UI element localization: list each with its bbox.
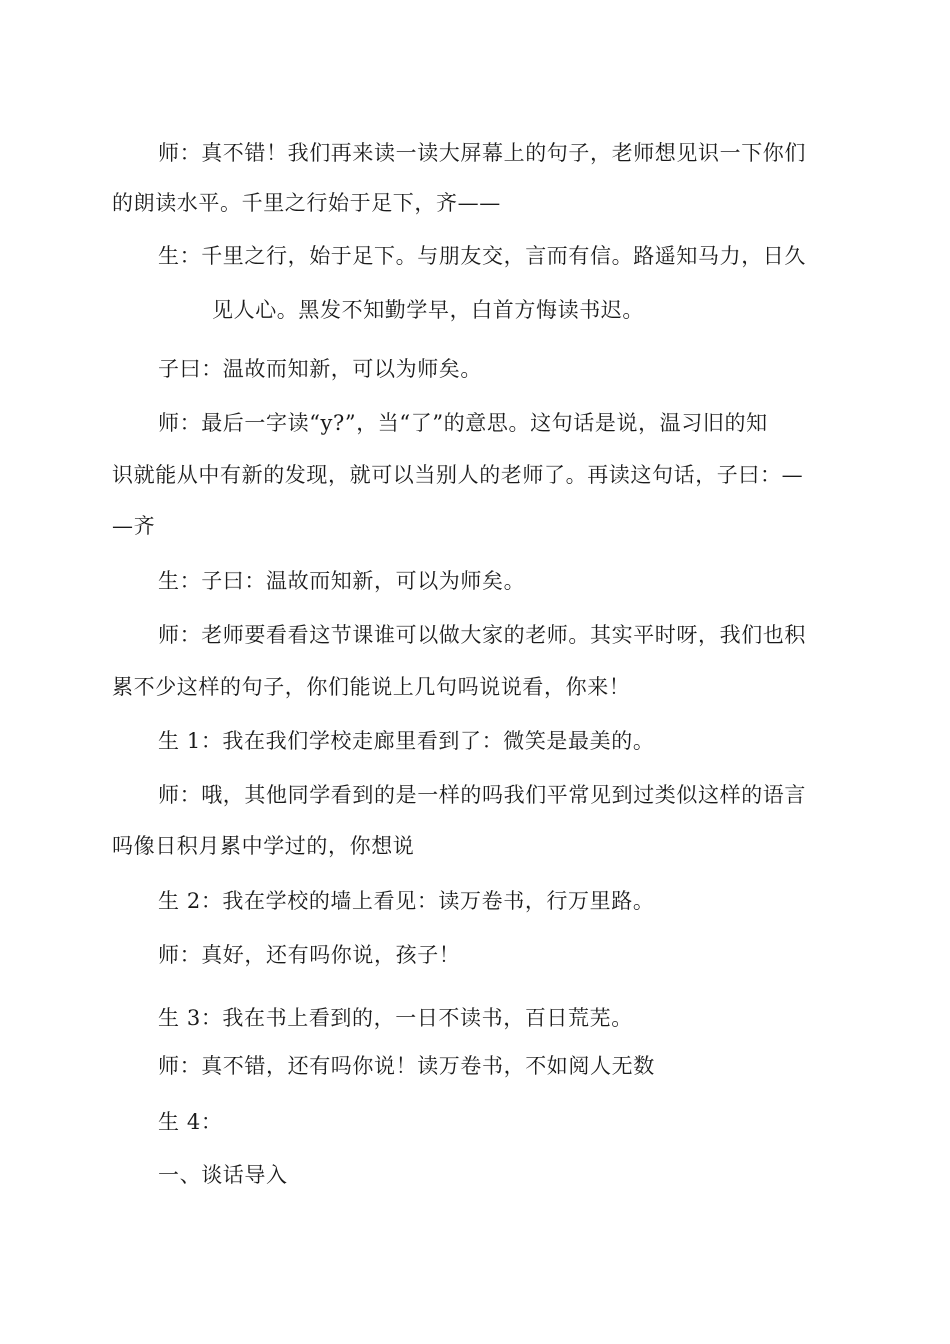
text-line: 子曰：温故而知新，可以为师矣。 xyxy=(158,357,482,381)
text-line: 师：真不错，还有吗你说！读万卷书，不如阅人无数 xyxy=(158,1054,655,1078)
text-line: 见人心。黑发不知勤学早，白首方悔读书迟。 xyxy=(212,298,644,322)
text-line: 生 4： xyxy=(158,1110,223,1134)
text-line: 生：子曰：温故而知新，可以为师矣。 xyxy=(158,569,526,593)
text-line: —齐 xyxy=(112,514,156,538)
text-line: 识就能从中有新的发现，就可以当别人的老师了。再读这句话，子曰：— xyxy=(112,463,804,487)
text-line: 累不少这样的句子，你们能说上几句吗说说看，你来！ xyxy=(112,675,631,699)
text-line: 师：最后一字读“y?”，当“了”的意思。这句话是说，温习旧的知 xyxy=(158,411,768,435)
text-line: 生：千里之行，始于足下。与朋友交，言而有信。路遥知马力，日久 xyxy=(158,244,806,268)
text-line: 师：真好，还有吗你说，孩子！ xyxy=(158,943,461,967)
text-line: 生 1：我在我们学校走廊里看到了：微笑是最美的。 xyxy=(158,729,655,753)
text-line: 的朗读水平。千里之行始于足下，齐—— xyxy=(112,191,501,215)
text-line: 师：老师要看看这节课谁可以做大家的老师。其实平时呀，我们也积 xyxy=(158,623,806,647)
section-heading: 一、谈话导入 xyxy=(158,1163,288,1187)
text-line: 吗像日积月累中学过的，你想说 xyxy=(112,834,415,858)
text-line: 生 2：我在学校的墙上看见：读万卷书，行万里路。 xyxy=(158,889,655,913)
text-line: 师：真不错！我们再来读一读大屏幕上的句子，老师想见识一下你们 xyxy=(158,141,806,165)
text-line: 生 3：我在书上看到的，一日不读书，百日荒芜。 xyxy=(158,1006,633,1030)
text-line: 师：哦，其他同学看到的是一样的吗我们平常见到过类似这样的语言 xyxy=(158,783,806,807)
